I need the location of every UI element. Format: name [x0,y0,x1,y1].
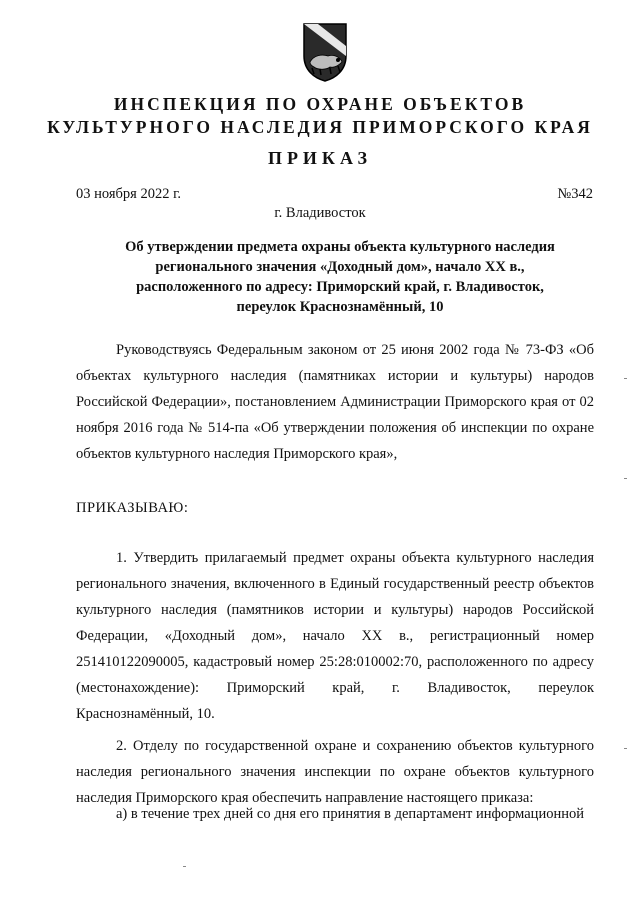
document-type-title: ПРИКАЗ [267,148,373,168]
organization-name-line2: КУЛЬТУРНОГО НАСЛЕДИЯ ПРИМОРСКОГО КРАЯ [47,117,593,137]
clause-2a-paragraph: а) в течение трех дней со дня его принятия в департамент информационной [116,806,584,822]
scan-speck [624,378,627,379]
primorsky-coat-of-arms-icon [300,22,350,82]
document-date: 03 ноября 2022 г. [76,186,182,202]
clause-2-paragraph: 2. Отделу по государственной охране и сохранению объектов культурного наследия регионального значения инспекции по охране объектов культурного наследия Приморского края обеспечить направление настоящего приказа: [76,738,594,806]
document-city: г. Владивосток [274,205,366,221]
document-number: №342 [557,186,593,202]
organization-name-line1: ИНСПЕКЦИЯ ПО ОХРАНЕ ОБЪЕКТОВ [113,94,527,114]
clause-1-paragraph: 1. Утвердить прилагаемый предмет охраны объекта культурного наследия регионального значения, включенного в Единый государственный реестр объектов культурного наследия (памятников истории и культуры) народов Российской Федерации, «Доходный дом», начало XX в., регистрационный номер 251410122090005, кадастровый номер 25:28:010002:70, расположенного по адресу (местонахождение): Приморский край, г. Владивосток, переулок Краснознамённый, 10. [76,550,594,722]
scan-speck [624,748,627,749]
scan-speck [624,478,627,479]
command-heading: ПРИКАЗЫВАЮ: [76,500,189,516]
scan-speck [183,866,186,867]
preamble-paragraph: Руководствуясь Федеральным законом от 25 июня 2002 года № 73-ФЗ «Об объектах культурного наследия (памятниках истории и культуры) народов Российской Федерации», постановлением Администрации Приморского края от 02 ноября 2016 года № 514-па «Об утверждении положения об инспекции по охране объектов культурного наследия Приморского края», [76,342,594,462]
document-subject: Об утверждении предмета охраны объекта культурного наследия регионального значения «Доходный дом», начало XX в., расположенного по адресу: Приморский край, г. Владивосток, переулок Краснознамённый, 10 [125,239,555,315]
